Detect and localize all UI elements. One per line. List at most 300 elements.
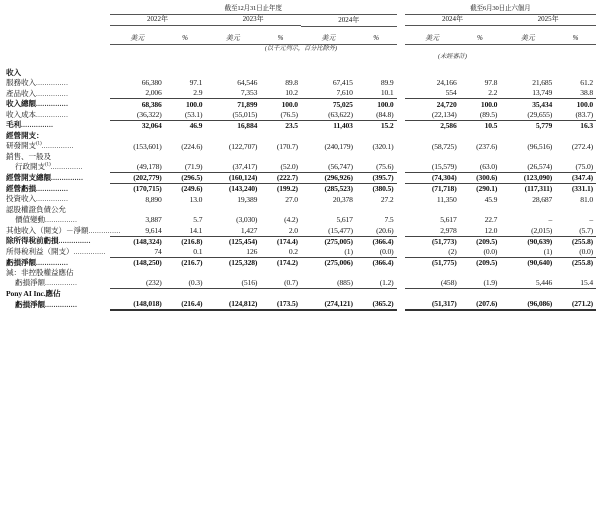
cell-value: 10.2 [260,88,301,99]
cell-value: 126 [205,247,260,258]
cell-value: (255.8) [571,258,593,268]
cell-value: 13,749 [500,88,555,99]
cell-value: (76.5) [260,110,301,121]
footnote-marker: (1) [35,141,42,147]
cell-value: (232) [110,278,165,289]
group-gap-4 [397,44,405,53]
cell-value: 100.0 [186,99,203,109]
cell-value: 100.0 [281,99,298,109]
row-label-parent-line1-row [4,289,596,299]
row-label-other-income-net [4,225,121,236]
row-label-warrant-line1: 認股權證負債公允 [6,204,66,214]
row-label-sga-expense [4,162,110,173]
row-gap [397,88,405,99]
row-label-operating-loss [4,184,110,195]
cell-value: (274,121) [301,299,356,310]
unit-pct-2022: % [165,34,206,44]
cell-value: (0.7) [260,278,301,289]
header-spacer-cell [4,26,596,34]
cell-value: (199.2) [276,184,298,194]
cell-value: 32,064 [141,120,162,130]
cell-value: (90,640) [527,258,553,268]
table-row [4,257,596,268]
cell-value: (37,417) [205,162,260,173]
unit-usd-2025i: 美元 [500,34,555,44]
cell-value: (174.4) [276,236,298,246]
section-heading-revenue: 收入 [6,67,21,77]
cell-value: (55,015) [205,110,260,121]
cell-value: 14.1 [165,225,206,236]
table-row [4,141,596,152]
cell-value: (275,005) [324,236,353,246]
cell-value: 81.0 [580,194,593,204]
cell-value: 19,389 [237,194,258,204]
cell-value: 5,617 [336,215,353,225]
cell-value: 68,386 [141,99,162,109]
cell-value: 67,415 [332,78,353,88]
cell-value: (90,639) [527,236,553,246]
cell-value: (331.1) [571,184,593,194]
cell-value: (285,523) [324,184,353,194]
row-gap [397,184,405,195]
table-row [4,215,596,226]
dot-leader: ............... [50,162,83,171]
cell-value: 2.2 [460,88,501,99]
cell-value: 22.7 [484,215,498,225]
cell-value: 38.8 [555,88,596,99]
cell-value: (2,015) [500,225,555,236]
cell-value: 2,586 [440,120,457,130]
row-label-text: 研發開支 [6,141,36,151]
cell-value: (51,317) [405,299,460,310]
cell-value: (209.5) [476,258,498,268]
table-row [4,99,596,110]
row-label-text: 虧損淨額 [15,299,45,309]
cell-value: (20.6) [356,225,397,236]
column-group-title-annual: 截至12月31日止年度 [110,6,397,14]
cell-value: (296,926) [301,172,356,183]
cell-value: 2.0 [260,225,301,236]
empty-corner-4 [4,44,110,53]
cell-value: (249.6) [181,184,203,194]
cell-value: (202,779) [110,172,165,183]
cell-value: (56,747) [301,162,356,173]
year-2023: 2023年 [205,14,301,25]
cell-value: (1) [500,247,555,258]
cell-value: (124,812) [205,299,260,310]
unit-pct-2023: % [260,34,301,44]
row-label-rnd-expense [4,141,110,152]
row-label-gross-profit [4,120,110,131]
row-label-sga-line1: 銷售、一般及 [6,151,51,161]
cell-value: 0.1 [165,247,206,258]
header-group-title-row [4,6,596,14]
cell-value: (36,322) [110,110,165,121]
cell-value: (49,178) [110,162,165,173]
header-spacer-row [4,26,596,34]
section-heading-blank [110,68,596,78]
year-2024-interim: 2024年 [405,14,501,25]
row-label-text: 產品收入 [6,88,36,98]
cell-value: (320.1) [372,141,394,151]
sga-line1-blank [110,152,596,162]
dot-leader: ............... [35,78,69,87]
cell-value: (1) [301,247,356,258]
row-gap [397,172,405,183]
header-unit-row [4,34,596,44]
cell-value: 28,687 [532,194,553,204]
cell-value: (0.0) [555,247,596,258]
cell-value: (170.7) [276,141,298,151]
cell-value: (143,240) [228,184,258,194]
row-label-text: 虧損淨額 [6,257,36,267]
cell-value: 24,166 [436,78,457,88]
cell-value: (885) [301,278,356,289]
dot-leader: ............... [73,247,106,256]
section-heading-opex-row [4,131,596,141]
cell-value: (71.9) [165,162,206,173]
column-group-title-interim: 截至6月30日止六個月 [405,6,596,14]
dot-leader: ............... [35,195,69,204]
row-label-text: 投資收入 [6,194,36,204]
row-label-text: 其他收入（開支）－淨額 [6,225,89,235]
row-label-warrant-line1-row [4,205,596,215]
cell-value: 8,890 [145,194,162,204]
cell-value: (1.2) [356,278,397,289]
table-row [4,78,596,89]
empty-corner-2 [4,14,110,25]
header-year-row [4,14,596,25]
cell-value: (29,655) [500,110,555,121]
cell-value: (290.1) [476,184,498,194]
cell-value: 12.0 [460,225,501,236]
row-label-text: 除所得稅前虧損 [6,236,59,246]
cell-value: (222.7) [260,172,301,183]
dot-leader: ............... [41,142,74,151]
row-label-net-loss [4,257,110,268]
row-gap [397,99,405,110]
cell-value: 5,446 [500,278,555,289]
cell-value: (240,179) [324,141,353,151]
cell-value: (15,477) [301,225,356,236]
cell-value: (395.7) [356,172,397,183]
cell-value: 97.8 [484,78,498,88]
cell-value: (160,124) [205,172,260,183]
cell-value: 10.5 [484,120,498,130]
unit-usd-2023: 美元 [205,34,260,44]
cell-value: (365.2) [356,299,397,310]
cell-value: 2,006 [110,88,165,99]
empty-corner-5 [4,53,110,61]
cell-value: 16,884 [237,120,258,130]
cell-value: (237.6) [476,141,498,151]
unit-usd-2024i: 美元 [405,34,460,44]
cell-value: (347.4) [555,172,596,183]
cell-value: (125,454) [228,236,258,246]
row-label-text: 所得稅利益（開支） [6,246,74,256]
cell-value: (125,328) [228,258,258,268]
dot-leader: ............... [35,89,69,98]
cell-value: (63,622) [301,110,356,121]
cell-value: (216.7) [181,258,203,268]
row-label-text: 虧損淨額 [15,278,45,288]
table-row [4,299,596,310]
notes-blank-left [110,44,206,53]
cell-value: (272.4) [571,141,593,151]
table-row [4,162,596,173]
cell-value: (216.4) [165,299,206,310]
cell-value: 5,617 [440,215,457,225]
cell-value: (53.1) [165,110,206,121]
cell-value: 10.1 [356,88,397,99]
cell-value: (58,725) [431,141,457,151]
cell-value: 554 [405,88,460,99]
cell-value: (216.8) [181,236,203,246]
group-gap-2 [397,14,405,25]
cell-value: 64,546 [237,78,258,88]
cell-value: (123,090) [500,172,555,183]
unit-pct-2025i: % [555,34,596,44]
row-label-text: 服務收入 [6,77,36,87]
cell-value: 100.0 [480,99,498,109]
cell-value: (51,773) [431,236,457,246]
warrant-line1-blank [110,205,596,215]
cell-value: (255.8) [571,236,593,246]
cell-value: (89.5) [460,110,501,121]
cell-value: 24,720 [436,99,457,109]
table-row [4,225,596,236]
dot-leader: ............... [35,184,69,193]
cell-value: (83.7) [555,110,596,121]
cell-value: (458) [405,278,460,289]
cell-value: (84.8) [356,110,397,121]
cell-value: (5.7) [555,225,596,236]
group-gap-3 [397,34,405,44]
year-2024-annual: 2024年 [338,15,360,24]
cell-value: 27.0 [285,194,298,204]
cell-value: (0.0) [356,247,397,258]
cell-value: (0.3) [165,278,206,289]
cell-value: 100.0 [576,99,593,109]
cell-value: (300.6) [460,172,501,183]
cell-value: 5.7 [193,215,203,225]
section-heading-opex-blank [110,131,596,141]
row-label-text: 行政開支 [15,161,45,171]
cell-value: 21,685 [532,78,553,88]
cell-value: 45.9 [484,194,498,204]
row-label-service-revenue [4,78,110,89]
table-row [4,184,596,195]
row-label-loss-before-tax [4,236,110,247]
cell-value: 74 [110,247,165,258]
note-unaudited: (未經審計) [438,53,467,61]
row-gap [397,194,405,205]
empty-corner-3 [4,34,110,44]
parent-line1-blank [110,289,596,299]
cell-value: (26,574) [500,162,555,173]
row-label-nci-line1-row [4,268,596,278]
footnote-marker: (1) [44,162,51,168]
cell-value: (271.2) [555,299,596,310]
cell-value: (224.6) [181,141,203,151]
cell-value: 15.4 [555,278,596,289]
row-label-total-revenue [4,99,110,110]
dot-leader: ............... [58,237,91,246]
row-gap [397,78,405,89]
row-label-parent-net-loss [4,299,110,310]
cell-value: (75.0) [555,162,596,173]
row-gap [397,120,405,131]
dot-leader: ............... [44,300,78,309]
cell-value: 2.9 [165,88,206,99]
row-gap [397,257,405,268]
cell-value: 66,380 [141,78,162,88]
row-gap [397,110,405,121]
year-2025-interim: 2025年 [500,14,596,25]
cell-value: 46.9 [189,120,203,130]
table-row [4,120,596,131]
cell-value: (96,516) [527,141,553,151]
cell-value: (207.6) [460,299,501,310]
table-row [4,194,596,205]
row-gap [397,236,405,247]
header-notes-row-2 [4,53,596,61]
cell-value: (74,304) [405,172,460,183]
row-label-text: 經營開支總額 [6,173,51,183]
cell-value: (275,006) [324,258,353,268]
cell-value: (22,134) [405,110,460,121]
table-row [4,278,596,289]
row-label-income-tax [4,247,110,258]
dot-leader: ............... [88,226,121,235]
cell-value: 7,610 [301,88,356,99]
cell-value: 35,434 [532,99,553,109]
cell-value: 9,614 [110,225,165,236]
body-top-spacer-row [4,61,596,68]
row-label-text: 收入成本 [6,109,36,119]
row-gap [397,278,405,289]
cell-value: 11,350 [436,194,457,204]
cell-value: 5,779 [535,120,553,130]
cell-value: (4.2) [284,215,298,225]
group-gap-5 [397,53,405,61]
cell-value: 15.2 [380,120,394,130]
cell-value: (122,707) [228,141,258,151]
cell-value: (3,030) [236,215,258,225]
notes-blank-right [405,44,596,53]
cell-value: 11,403 [333,120,353,130]
dot-leader: ............... [35,258,69,267]
cell-value: (52.0) [260,162,301,173]
note-thousands: (以千元列示，百分比除外) [264,45,338,53]
cell-value: (148,324) [133,236,162,246]
cell-value: 71,899 [237,99,258,109]
cell-value: (366.4) [372,258,394,268]
row-label-nci-line1: 減：非控股權益應佔 [6,268,74,278]
row-label-product-revenue [4,88,110,99]
table-row [4,110,596,121]
cell-value: (0.0) [460,247,501,258]
row-gap [397,141,405,152]
cell-value: (516) [205,278,260,289]
dot-leader: ............... [44,216,78,225]
row-gap [397,225,405,236]
cell-value: (117,311) [524,184,553,194]
cell-value: 23.5 [285,120,298,130]
row-gap [397,162,405,173]
cell-value: 20,378 [332,194,353,204]
cell-value: – [589,215,593,225]
cell-value: (173.5) [260,299,301,310]
cell-value: 61.2 [580,78,593,88]
row-label-investment-income [4,194,110,205]
cell-value: (153,601) [133,141,162,151]
dot-leader: ............... [50,174,84,183]
cell-value: (15,579) [405,162,460,173]
cell-value: 13.0 [189,194,203,204]
cell-value: (148,250) [133,258,162,268]
cell-value: 27.2 [380,194,394,204]
income-statement-table [4,6,596,311]
cell-value: (1.9) [460,278,501,289]
table-row [4,172,596,183]
cell-value: (209.5) [476,236,498,246]
table-row [4,88,596,99]
cell-value: (71,718) [431,184,457,194]
cell-value: 0.2 [260,247,301,258]
cell-value: 100.0 [377,99,394,109]
cell-value: (170,715) [133,184,162,194]
cell-value: – [548,215,553,225]
dot-leader: ............... [35,100,69,109]
row-label-text: 經營虧損 [6,183,36,193]
cell-value: 16.3 [580,120,593,130]
cell-value: (174.2) [276,258,298,268]
year-2022: 2022年 [110,14,206,25]
dot-leader: ............... [35,110,69,119]
cell-value: 3,887 [145,215,162,225]
group-gap [397,6,405,14]
row-gap [397,247,405,258]
table-row [4,247,596,258]
cell-value: 89.9 [380,78,394,88]
row-label-warrant-fair-value-change [4,215,110,226]
unit-pct-2024i: % [460,34,501,44]
cell-value: 2,978 [405,225,460,236]
cell-value: (380.5) [372,184,394,194]
row-label-parent-company: Pony AI Inc.應佔 [6,288,61,298]
row-gap [397,215,405,226]
cell-value: 75,025 [332,99,353,109]
cell-value: (366.4) [372,236,394,246]
row-label-text: 價值變動 [15,215,45,225]
cell-value: (148,018) [110,299,165,310]
section-heading-opex: 經營開支： [6,131,44,141]
empty-corner [4,6,110,14]
header-notes-row [4,44,596,53]
row-label-cost-of-revenue [4,110,110,121]
cell-value: (63.0) [460,162,501,173]
section-heading-revenue-row [4,68,596,78]
cell-value: 1,427 [205,225,260,236]
cell-value: 97.1 [189,78,203,88]
cell-value: (96,086) [500,299,555,310]
unit-pct-2024: % [356,34,397,44]
row-label-text: 毛利 [6,120,21,130]
notes-blank-right-2 [500,53,596,61]
row-label-nci-net-loss [4,278,110,289]
unit-usd-2024: 美元 [301,34,356,44]
